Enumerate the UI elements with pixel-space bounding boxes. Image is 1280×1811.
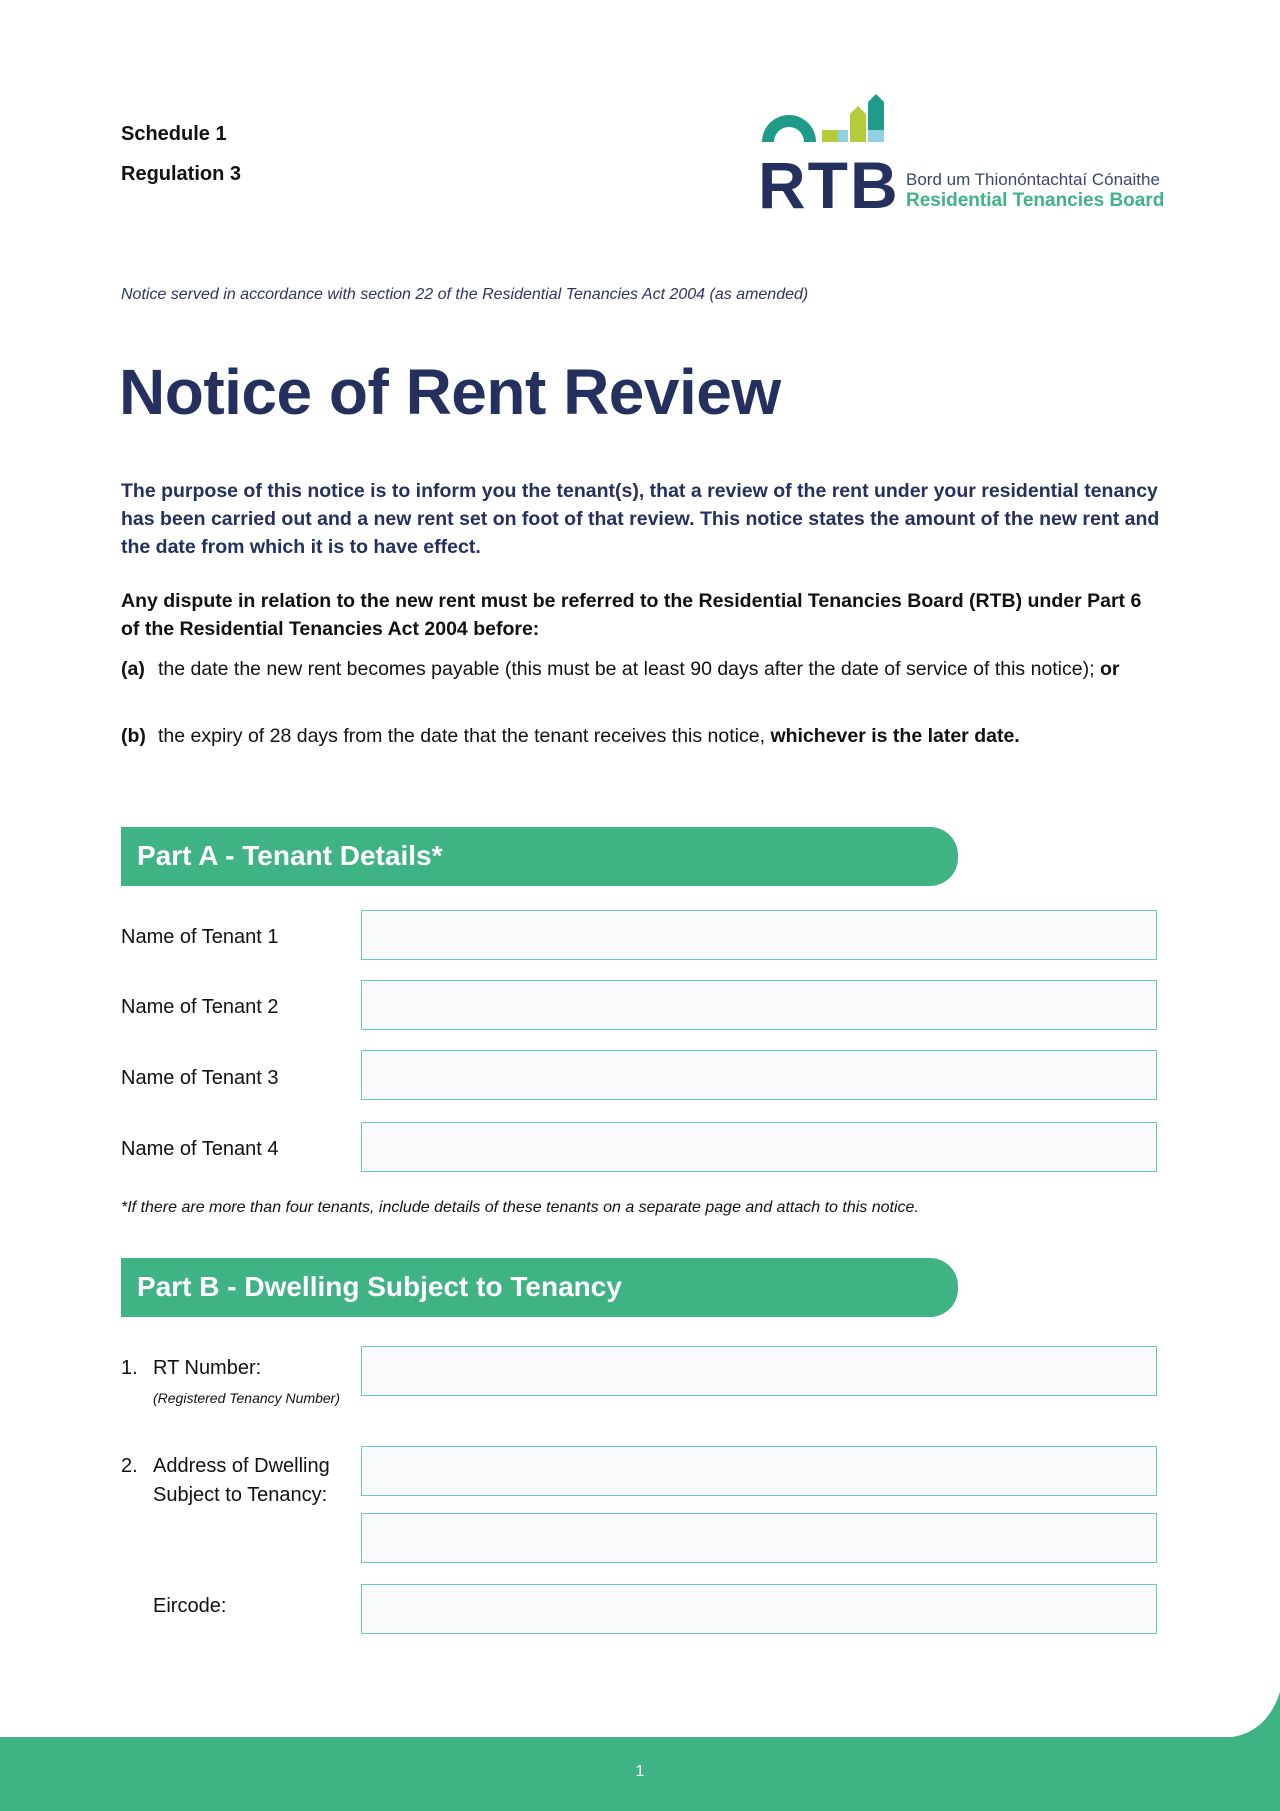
- page-number: 1: [635, 1763, 645, 1780]
- regulation-label: Regulation 3: [121, 163, 242, 185]
- eircode-field[interactable]: [361, 1584, 1157, 1634]
- rt-number-label: RT Number:: [153, 1357, 262, 1379]
- part-b-heading: [121, 1258, 958, 1317]
- part-a-heading: [121, 827, 958, 886]
- dispute-paragraph: Any dispute in relation to the new rent must be referred to the Residential Tenancies Board (RTB) under Part 6 of the Residential Tenancies Act 2004 before:: [121, 590, 1142, 640]
- rtb-logo: [758, 92, 1163, 222]
- logo-irish-name: Bord um Thionóntachtaí Cónaithe: [906, 170, 1160, 189]
- tenant-3-label: Name of Tenant 3: [121, 1067, 279, 1089]
- list-bold: or: [1094, 658, 1120, 680]
- tenant-2-label: Name of Tenant 2: [121, 996, 279, 1018]
- tenant-4-field[interactable]: [361, 1122, 1157, 1172]
- footer-corner-curve: [1220, 1692, 1280, 1738]
- rt-number-sublabel: (Registered Tenancy Number): [153, 1390, 341, 1406]
- tenant-2-field[interactable]: [361, 980, 1157, 1030]
- list-bold: whichever is the later date.: [770, 725, 1020, 747]
- page-title: Notice of Rent Review: [119, 356, 781, 428]
- part-a-heading-text: Part A - Tenant Details*: [137, 840, 443, 871]
- address-label-line2: Subject to Tenancy:: [153, 1484, 328, 1506]
- logo-houses-icon: [758, 92, 898, 152]
- address-line1-field[interactable]: [361, 1446, 1157, 1496]
- purpose-paragraph: The purpose of this notice is to inform you the tenant(s), that a review of the rent under your residential tenancy has been carried out and a new rent set on foot of that review. This notice states the amount of the new rent and the date from which it is to have effect.: [121, 480, 1160, 558]
- list-item-a: [121, 655, 1171, 683]
- tenant-1-label: Name of Tenant 1: [121, 926, 279, 948]
- list-item-b: [121, 722, 1171, 750]
- logo-acronym: RTB: [758, 148, 900, 222]
- address-index: 2.: [121, 1455, 138, 1477]
- address-label-line1: Address of Dwelling: [153, 1455, 330, 1477]
- rt-number-index: 1.: [121, 1357, 138, 1379]
- schedule-label: Schedule 1: [121, 123, 227, 145]
- part-b-heading-text: Part B - Dwelling Subject to Tenancy: [137, 1271, 622, 1302]
- list-text: the date the new rent becomes payable (this must be at least 90 days after the date of service of this notice);: [158, 658, 1095, 680]
- rt-number-field[interactable]: [361, 1346, 1157, 1396]
- address-line2-field[interactable]: [361, 1513, 1157, 1563]
- list-text: the expiry of 28 days from the date that the tenant receives this notice,: [158, 725, 771, 747]
- tenant-3-field[interactable]: [361, 1050, 1157, 1100]
- list-marker: (b): [121, 725, 146, 747]
- list-marker: (a): [121, 658, 145, 680]
- eircode-label: Eircode:: [153, 1595, 227, 1617]
- logo-english-name: Residential Tenancies Board: [906, 190, 1165, 211]
- notice-served-text: Notice served in accordance with section 22 of the Residential Tenancies Act 2004 (as amended): [121, 286, 809, 303]
- tenant-footnote: *If there are more than four tenants, include details of these tenants on a separate page and attach to this notice.: [121, 1199, 919, 1216]
- tenant-1-field[interactable]: [361, 910, 1157, 960]
- tenant-4-label: Name of Tenant 4: [121, 1138, 279, 1160]
